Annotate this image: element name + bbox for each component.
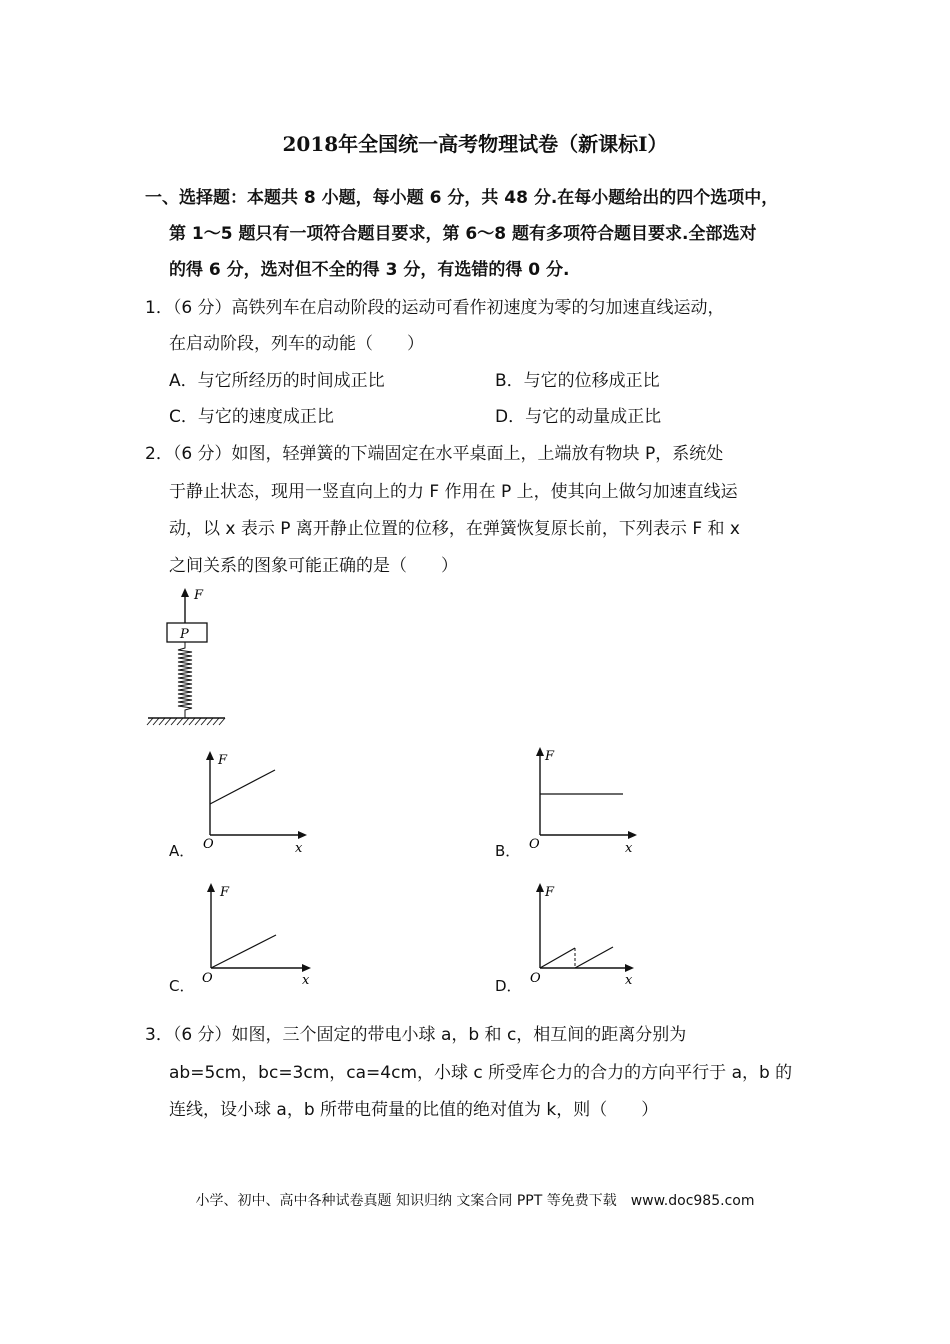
graph-b xyxy=(525,744,645,859)
ground-hatch xyxy=(147,718,225,725)
graph-c-origin: O xyxy=(202,971,213,986)
graph-d-origin: O xyxy=(530,971,541,986)
q1-stem-line-1: 1．（6 分）高铁列车在启动阶段的运动可看作初速度为零的匀加速直线运动， xyxy=(145,298,725,318)
graph-b-origin: O xyxy=(529,837,540,852)
graph-c-y-arrow xyxy=(207,883,215,892)
q3-stem-line-2: ab=5cm，bc=3cm，ca=4cm，小球 c 所受库仑力的合力的方向平行于 a，b 的 xyxy=(169,1063,793,1083)
section-heading-line-3: 的得 6 分，选对但不全的得 3 分，有选错的得 0 分. xyxy=(169,260,570,280)
graph-b-y-label: F xyxy=(545,749,555,764)
graph-c-line xyxy=(211,935,276,968)
q2-option-c-label: C． xyxy=(169,977,195,995)
graph-d-line-2 xyxy=(575,947,613,968)
q3-stem-line-3: 连线，设小球 a，b 所带电荷量的比值的绝对值为 k，则（ ） xyxy=(169,1100,659,1120)
block-label: P xyxy=(180,627,189,642)
spring xyxy=(178,642,192,718)
q2-option-d-label: D． xyxy=(495,977,522,995)
graph-d-line-1 xyxy=(540,948,575,968)
graph-c-y-label: F xyxy=(220,885,230,900)
graph-c-x-arrow xyxy=(302,964,311,972)
section-heading-line-1: 一、选择题：本题共 8 小题，每小题 6 分，共 48 分.在每小题给出的四个选项中， xyxy=(145,188,779,208)
graph-b-y-arrow xyxy=(536,747,544,756)
q1-option-a: A．与它所经历的时间成正比 xyxy=(169,371,385,391)
force-label: F xyxy=(194,588,204,603)
graph-a xyxy=(195,748,315,858)
graph-c-x-label: x xyxy=(302,973,310,988)
graph-a-origin: O xyxy=(203,837,214,852)
graph-d-x-label: x xyxy=(625,973,633,988)
graph-b-x-arrow xyxy=(628,831,637,839)
q2-stem-line-4: 之间关系的图象可能正确的是（ ） xyxy=(169,556,458,576)
page-title: 2018年全国统一高考物理试卷（新课标I） xyxy=(282,132,668,156)
q3-stem-line-1: 3．（6 分）如图，三个固定的带电小球 a，b 和 c，相互间的距离分别为 xyxy=(145,1025,687,1045)
graph-a-x-label: x xyxy=(295,841,303,856)
q1-stem-line-2: 在启动阶段，列车的动能（ ） xyxy=(169,334,424,354)
graph-d-y-label: F xyxy=(545,885,555,900)
graph-d-x-arrow xyxy=(625,964,634,972)
graph-a-y-arrow xyxy=(206,751,214,760)
graph-a-y-label: F xyxy=(218,753,228,768)
q2-stem-line-2: 于静止状态，现用一竖直向上的力 F 作用在 P 上，使其向上做匀加速直线运 xyxy=(169,482,738,502)
q2-stem-line-1: 2．（6 分）如图，轻弹簧的下端固定在水平桌面上，上端放有物块 P，系统处 xyxy=(145,444,724,464)
graph-a-line xyxy=(210,770,275,804)
force-arrow-head xyxy=(181,588,189,597)
graph-d xyxy=(525,880,645,990)
graph-c xyxy=(196,880,321,990)
q1-option-b: B．与它的位移成正比 xyxy=(495,371,660,391)
q2-stem-line-3: 动，以 x 表示 P 离开静止位置的位移，在弹簧恢复原长前，下列表示 F 和 x xyxy=(169,519,740,539)
section-heading-line-2: 第 1～5 题只有一项符合题目要求，第 6～8 题有多项符合题目要求.全部选对 xyxy=(169,224,757,244)
graph-b-x-label: x xyxy=(625,841,633,856)
page-footer: 小学、初中、高中各种试卷真题 知识归纳 文案合同 PPT 等免费下载 www.doc985.com xyxy=(195,1193,755,1209)
spring-figure xyxy=(145,585,235,730)
q2-option-a-label: A． xyxy=(169,842,195,860)
graph-a-x-arrow xyxy=(298,831,307,839)
graph-d-y-arrow xyxy=(536,883,544,892)
q2-option-b-label: B． xyxy=(495,842,521,860)
q1-option-c: C．与它的速度成正比 xyxy=(169,407,334,427)
q1-option-d: D．与它的动量成正比 xyxy=(495,407,662,427)
